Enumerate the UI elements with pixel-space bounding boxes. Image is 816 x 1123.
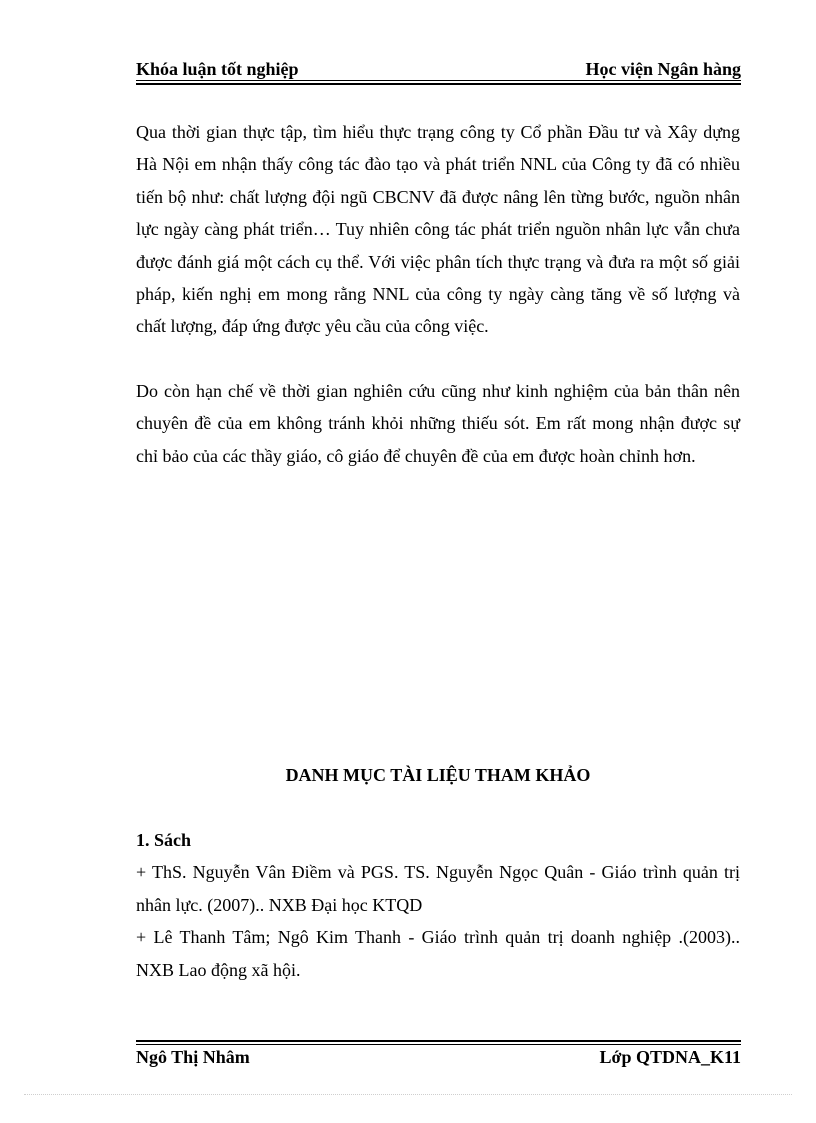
page-footer [136,1046,741,1068]
references-list [136,824,740,986]
footer-author: Ngô Thị Nhâm [136,1047,250,1067]
reference-item: + Lê Thanh Tâm; Ngô Kim Thanh - Giáo trình quản trị doanh nghiệp .(2003).. NXB Lao động xã hội. [136,927,740,980]
page-header [136,58,741,80]
header-left-title: Khóa luận tốt nghiệp [136,59,299,79]
paragraph-text: Qua thời gian thực tập, tìm hiểu thực trạng công ty Cổ phần Đầu tư và Xây dựng Hà Nội em nhận thấy công tác đào tạo và phát triển NNL của Công ty đã có nhiều tiến bộ như: chất lượng đội ngũ CBCNV đã được nâng lên từng bước, nguồn nhân lực ngày càng phát triển… Tuy nhiên công tác phát triển nguồn nhân lực vẫn chưa được đánh giá một cách cụ thể. Với việc phân tích thực trạng và đưa ra một số giải pháp, kiến nghị em mong rằng NNL của công ty ngày càng tăng về số lượng và chất lượng, đáp ứng được yêu cầu của công việc. [136,122,740,337]
footer-rule [136,1040,741,1045]
header-rule [136,80,741,85]
references-title: DANH MỤC TÀI LIỆU THAM KHẢO [285,765,591,785]
references-section-heading: 1. Sách [136,830,192,850]
footer-class: Lớp QTDNA_K11 [599,1047,741,1067]
conclusion-paragraph-2 [136,375,740,472]
page-break-divider [24,1094,792,1095]
reference-item: + ThS. Nguyễn Vân Điềm và PGS. TS. Nguyễn Ngọc Quân - Giáo trình quản trị nhân lực. (2007).. NXB Đại học KTQD [136,862,740,915]
paragraph-text: Do còn hạn chế về thời gian nghiên cứu cũng như kinh nghiệm của bản thân nên chuyên đề của em không tránh khỏi những thiếu sót. Em rất mong nhận được sự chỉ bảo của các thầy giáo, cô giáo để chuyên đề của em được hoàn chỉnh hơn. [136,381,740,466]
header-right-title: Học viện Ngân hàng [585,59,741,79]
conclusion-paragraph-1 [136,116,740,343]
